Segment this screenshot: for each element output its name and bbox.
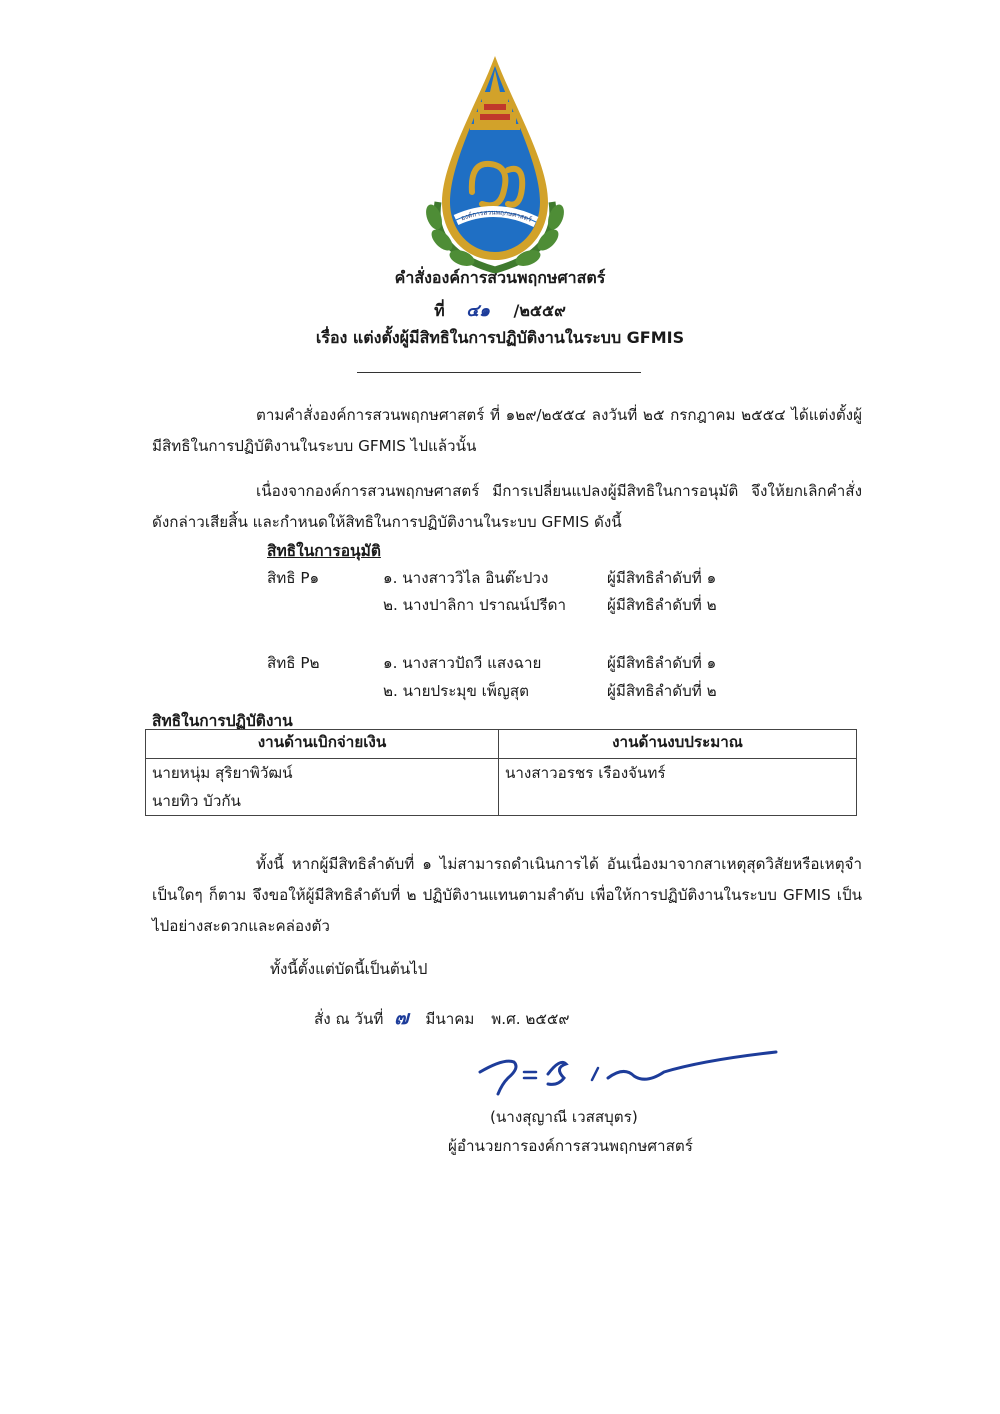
approval-right-code: สิทธิ P๑ [267,569,320,587]
handwritten-signature [474,1038,784,1098]
approval-person: ๒. นายประมุข เพ็ญสุต [383,682,529,700]
budget-staff-cell [499,759,857,816]
approval-rights-title: สิทธิในการอนุมัติ [267,542,381,560]
work-rights-table [145,729,857,816]
approval-row [267,566,767,590]
approval-person: ๑. นางสาวปัถวี แสงฉาย [383,654,542,672]
order-number-line [0,297,1000,324]
order-number-value: ๔๑ [466,301,490,321]
work-rights-title: สิทธิในการปฏิบัติงาน [152,712,293,730]
approval-person: ๒. นางปาลิกา ปราณน์ปรีดา [383,596,567,614]
table-header-row [146,730,857,759]
staff-name: นางสาวอรชร เรืองจันทร์ [505,764,666,782]
order-date-prefix: สั่ง ณ วันที่ [314,1010,384,1028]
approval-person: ๑. นางสาววิไล อินต๊ะปวง [383,569,549,587]
disbursement-staff-cell [146,759,499,816]
approval-level: ผู้มีสิทธิลำดับที่ ๒ [607,682,717,700]
column-header-budget: งานด้านงบประมาณ [499,730,857,759]
signer-name: (นางสุญาณี เวสสบุตร) [490,1108,638,1126]
approval-row [267,679,767,703]
staff-name: นายทิว บัวกัน [152,792,241,810]
approval-level: ผู้มีสิทธิลำดับที่ ๒ [607,596,717,614]
order-day: ๗ [394,1007,409,1029]
svg-text:องค์การสวนพฤกษศาสตร์: องค์การสวนพฤกษศาสตร์ [459,208,533,224]
approval-level: ผู้มีสิทธิลำดับที่ ๑ [607,654,717,672]
table-row [146,759,857,816]
order-heading: คำสั่งองค์การสวนพฤกษศาสตร์ [394,268,606,287]
approval-level: ผู้มีสิทธิลำดับที่ ๑ [607,569,717,587]
approval-right-code: สิทธิ P๒ [267,654,320,672]
signer-position: ผู้อำนวยการองค์การสวนพฤกษศาสตร์ [448,1137,693,1155]
order-year: /๒๕๕๙ [513,301,566,320]
approval-row [267,651,767,675]
paragraph-change: เนื่องจากองค์การสวนพฤกษศาสตร์ มีการเปลี่ยนแปลงผู้มีสิทธิในการอนุมัติ จึงให้ยกเลิกคำสั่งดังกล่าวเสียสิ้น และกำหนดให้สิทธิในการปฏิบัติงานในระบบ GFMIS ดังนี้ [152,482,862,531]
order-subject: เรื่อง แต่งตั้งผู้มีสิทธิในการปฏิบัติงานในระบบ GFMIS [315,328,685,347]
order-month: มีนาคม [425,1010,475,1028]
staff-name: นายหนุ่ม สุริยาพิวัฒน์ [152,764,293,782]
paragraph-substitution: ทั้งนี้ หากผู้มีสิทธิลำดับที่ ๑ ไม่สามารถดำเนินการได้ อันเนื่องมาจากสาเหตุสุดวิสัยหรือเหตุจำเป็นใดๆ ก็ตาม จึงขอให้ผู้มีสิทธิลำดับที่ ๒ ปฏิบัติงานแทนตามลำดับ เพื่อให้การปฏิบัติงานในระบบ GFMIS เป็นไปอย่างสะดวกและคล่องตัว [152,855,862,935]
botanical-garden-logo [420,52,570,277]
order-date-line [314,1003,570,1033]
header-divider [357,372,641,373]
column-header-disbursement: งานด้านเบิกจ่ายเงิน [146,730,499,759]
paragraph-effective: ทั้งนี้ตั้งแต่บัดนี้เป็นต้นไป [270,960,428,978]
order-number-label: ที่ [434,301,445,320]
paragraph-reference: ตามคำสั่งองค์การสวนพฤกษศาสตร์ ที่ ๑๒๙/๒๕๕๔ ลงวันที่ ๒๕ กรกฎาคม ๒๕๕๔ ได้แต่งตั้งผู้มีสิทธิในการปฏิบัติงานในระบบ GFMIS ไปแล้วนั้น [152,406,862,455]
order-year-era: พ.ศ. ๒๕๕๙ [491,1010,570,1028]
approval-row [267,593,767,617]
